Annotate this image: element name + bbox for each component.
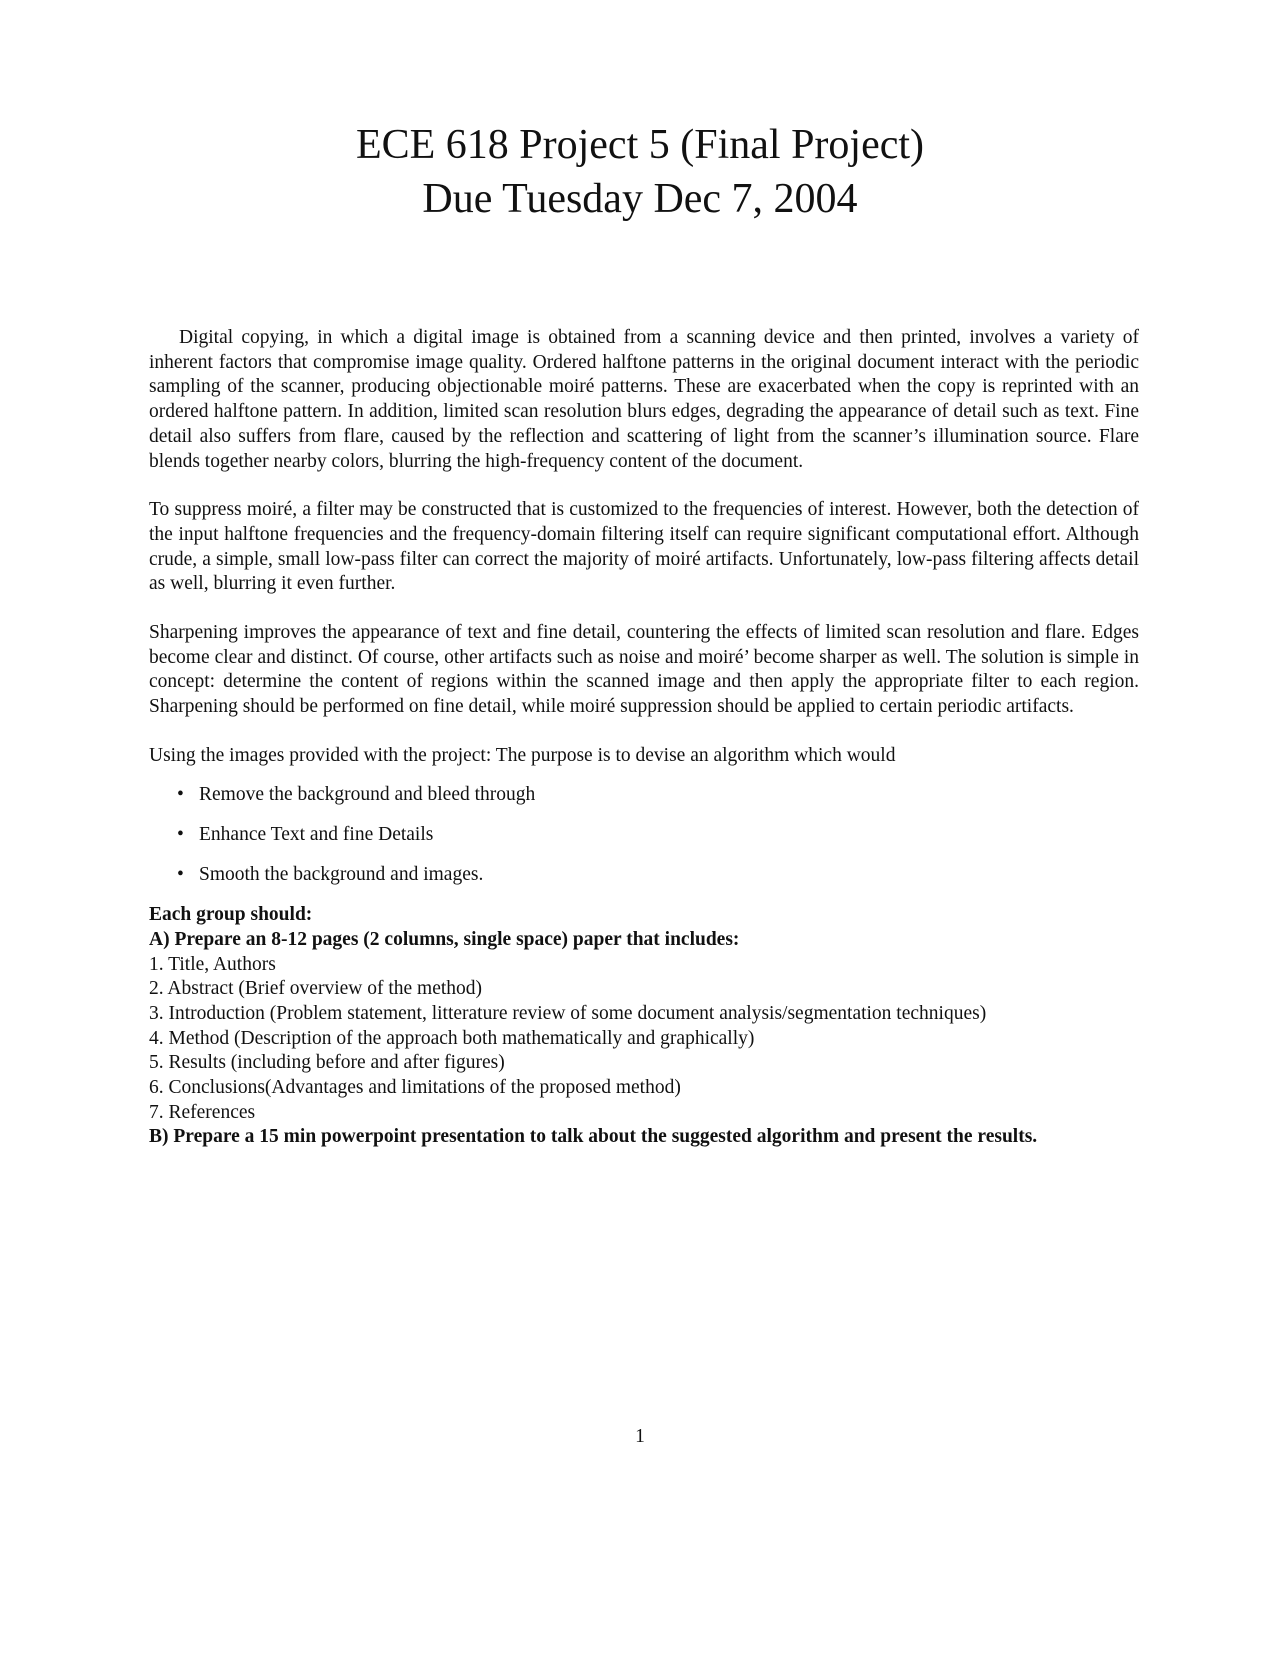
title-line-1: ECE 618 Project 5 (Final Project): [355, 122, 925, 168]
bullet-text: Remove the background and bleed through: [199, 783, 536, 805]
bullet-text: Enhance Text and fine Details: [199, 823, 434, 845]
list-item: 2. Abstract (Brief overview of the method): [149, 978, 483, 1000]
paragraph-sharpening: Sharpening improves the appearance of text and fine detail, countering the effects of limited scan resolution and flare. Edges become clear and distinct. Of course, other artifacts such as noise and moiré’ become sharper as well. The solution is simple in concept: determine the content of regions within the scanned image and then apply the appropriate filter to each region. Sharpening should be performed on fine detail, while moiré suppression should be applied to certain periodic artifacts.: [149, 622, 1139, 718]
list-item: [177, 783, 1139, 808]
list-item: 3. Introduction (Problem statement, litterature review of some document analysis/segmentation techniques): [149, 1002, 987, 1024]
bullet-icon: •: [177, 863, 184, 885]
list-item: 5. Results (including before and after figures): [149, 1052, 505, 1074]
list-item: 4. Method (Description of the approach both mathematically and graphically): [149, 1027, 755, 1049]
bullet-icon: •: [177, 823, 184, 845]
list-item: 6. Conclusions(Advantages and limitations of the proposed method): [149, 1077, 681, 1099]
document-body: [149, 326, 1139, 1150]
list-item: [177, 863, 1139, 888]
requirements-list: [149, 953, 1139, 1126]
document-title: [0, 118, 1280, 226]
section-a-heading: A) Prepare an 8-12 pages (2 columns, single space) paper that includes:: [149, 928, 740, 950]
paragraph-intro: Digital copying, in which a digital image is obtained from a scanning device and then printed, involves a variety of inherent factors that compromise image quality. Ordered halftone patterns in the original document interact with the periodic sampling of the scanner, producing objectionable moiré patterns. These are exacerbated when the copy is reprinted with an ordered halftone pattern. In addition, limited scan resolution blurs edges, degrading the appearance of detail such as text. Fine detail also suffers from flare, caused by the reflection and scattering of light from the scanner’s illumination source. Flare blends together nearby colors, blurring the high-frequency content of the document.: [149, 327, 1139, 472]
paragraph-moire: To suppress moiré, a filter may be constructed that is customized to the frequencies of interest. However, both the detection of the input halftone frequencies and the frequency-domain filtering itself can require significant computational effort. Although crude, a simple, small low-pass filter can correct the majority of moiré artifacts. Unfortunately, low-pass filtering affects detail as well, blurring it even further.: [149, 499, 1139, 595]
goal-bullet-list: [149, 783, 1139, 888]
page-number: 1: [635, 1426, 645, 1447]
list-item: 7. References: [149, 1101, 256, 1123]
paragraph-purpose: Using the images provided with the project: The purpose is to devise an algorithm which would: [149, 744, 896, 766]
group-heading: Each group should:: [149, 904, 313, 926]
deliverables-section: [149, 903, 1139, 1150]
title-line-2: Due Tuesday Dec 7, 2004: [422, 176, 858, 222]
section-b-text: B) Prepare a 15 min powerpoint presentation to talk about the suggested algorithm and present the results.: [149, 1126, 1038, 1148]
list-item: 1. Title, Authors: [149, 953, 276, 975]
bullet-text: Smooth the background and images.: [199, 863, 484, 885]
bullet-icon: •: [177, 783, 184, 805]
list-item: [177, 823, 1139, 848]
